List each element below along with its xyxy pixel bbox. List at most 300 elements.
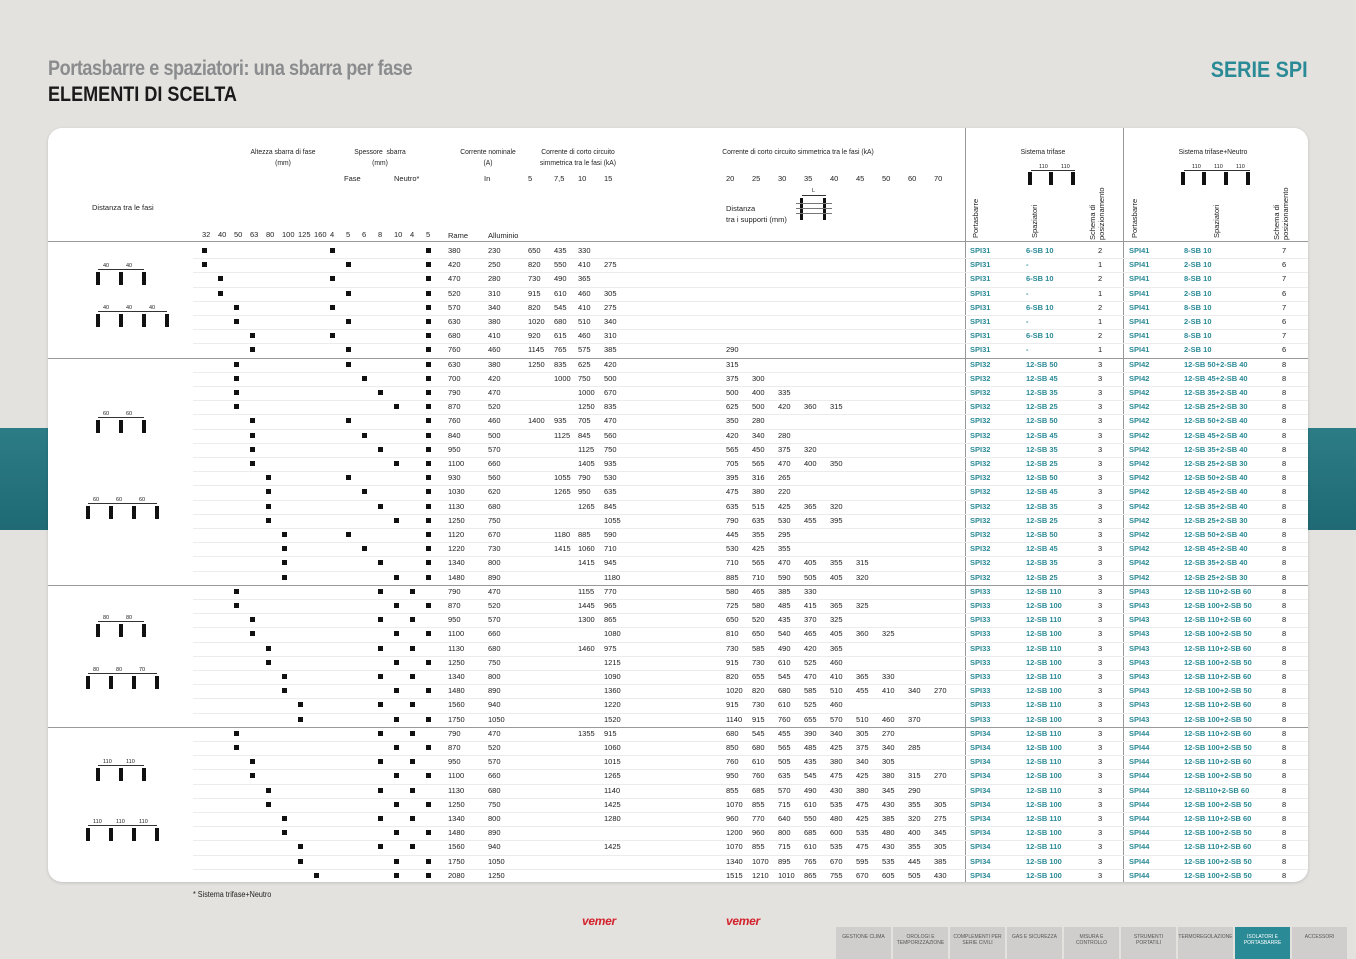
tab-strumenti-portatili[interactable]: STRUMENTI PORTATILI bbox=[1121, 927, 1176, 959]
table-row bbox=[48, 542, 1308, 556]
table-row bbox=[48, 272, 1308, 286]
cell-spaziatori-4: 12-SB 25+2-SB 30 bbox=[1184, 459, 1248, 468]
mark-altezza bbox=[250, 333, 255, 338]
header-schema-4: Schema di posizionamento bbox=[1272, 187, 1290, 240]
cell-cc: 365 bbox=[578, 274, 591, 284]
cell-schema-4: 8 bbox=[1282, 856, 1287, 866]
cell-sup: 305 bbox=[934, 842, 947, 852]
cell-portasbarre-3: SPI32 bbox=[970, 515, 991, 525]
tab-termoregolazione[interactable]: TERMOREGOLAZIONE bbox=[1178, 927, 1233, 959]
cell-spaziatori-4: 12-SB 110+2-SB 60 bbox=[1184, 643, 1252, 653]
mark-neutro bbox=[426, 319, 431, 324]
cell-sup: 320 bbox=[908, 814, 921, 823]
cell-portasbarre-3: SPI32 bbox=[970, 459, 991, 468]
cell-schema-3: 3 bbox=[1098, 757, 1103, 767]
cell-sup: 335 bbox=[778, 388, 791, 397]
vemer-logo-2: vemer bbox=[726, 914, 760, 928]
cell-sup: 680 bbox=[726, 728, 739, 738]
cell-cc: 1090 bbox=[604, 672, 621, 681]
table-row bbox=[48, 514, 1308, 528]
mark-neutro bbox=[410, 816, 415, 821]
mark-neutro bbox=[426, 262, 431, 267]
cell-spaziatori-3: 12-SB 110 bbox=[1026, 757, 1062, 767]
cell-alluminio: 460 bbox=[488, 416, 501, 426]
cell-sup: 760 bbox=[726, 757, 739, 767]
mark-altezza bbox=[282, 816, 287, 821]
cell-sup: 380 bbox=[830, 757, 843, 767]
cell-portasbarre-4: SPI43 bbox=[1129, 643, 1150, 653]
cell-schema-3: 3 bbox=[1098, 842, 1103, 852]
cell-schema-4: 8 bbox=[1282, 402, 1287, 412]
table-row bbox=[48, 414, 1308, 428]
cell-sup: 455 bbox=[804, 515, 817, 525]
cell-schema-3: 3 bbox=[1098, 643, 1103, 653]
table-row bbox=[48, 840, 1308, 854]
cell-cc: 920 bbox=[528, 331, 541, 341]
cell-schema-4: 8 bbox=[1282, 359, 1287, 369]
cell-alluminio: 1050 bbox=[488, 714, 505, 724]
cell-rame: 1130 bbox=[448, 643, 465, 653]
cell-schema-4: 6 bbox=[1282, 345, 1287, 355]
mark-fase bbox=[394, 603, 399, 608]
cell-rame: 680 bbox=[448, 331, 461, 341]
mark-altezza bbox=[282, 674, 287, 679]
cell-sup: 520 bbox=[752, 615, 765, 625]
cell-sup: 420 bbox=[778, 402, 791, 412]
cell-cc: 1415 bbox=[578, 558, 595, 568]
cell-portasbarre-4: SPI42 bbox=[1129, 416, 1150, 426]
cell-schema-3: 3 bbox=[1098, 686, 1103, 696]
cell-sup: 360 bbox=[856, 629, 869, 639]
cell-sup: 420 bbox=[726, 430, 739, 440]
cell-portasbarre-3: SPI33 bbox=[970, 601, 991, 610]
cell-cc: 705 bbox=[578, 416, 591, 426]
cell-rame: 1750 bbox=[448, 856, 465, 866]
cell-cc: 820 bbox=[528, 260, 541, 270]
cell-cc: 965 bbox=[604, 601, 617, 610]
mark-fase bbox=[394, 773, 399, 778]
mark-neutro bbox=[426, 631, 431, 636]
cell-schema-4: 8 bbox=[1282, 501, 1287, 511]
cell-portasbarre-3: SPI32 bbox=[970, 473, 991, 483]
mark-neutro bbox=[426, 546, 431, 551]
cell-schema-3: 3 bbox=[1098, 572, 1103, 582]
cell-schema-3: 3 bbox=[1098, 615, 1103, 625]
cell-sup: 325 bbox=[830, 615, 843, 625]
cell-rame: 1560 bbox=[448, 842, 465, 852]
mark-neutro bbox=[426, 461, 431, 466]
cell-spaziatori-3: 12-SB 45 bbox=[1026, 487, 1058, 497]
cell-schema-4: 8 bbox=[1282, 814, 1287, 823]
cell-sup: 355 bbox=[908, 799, 921, 809]
cell-rame: 630 bbox=[448, 317, 461, 326]
cell-schema-3: 3 bbox=[1098, 459, 1103, 468]
header-cc-supporti: Corrente di corto circuito simmetrica tra le fasi (kA) bbox=[722, 147, 874, 156]
table-row bbox=[48, 343, 1308, 357]
header-alluminio: Alluminio bbox=[488, 231, 519, 240]
table-row bbox=[48, 670, 1308, 684]
cell-alluminio: 800 bbox=[488, 558, 501, 568]
cell-schema-4: 8 bbox=[1282, 771, 1287, 781]
mark-altezza bbox=[282, 560, 287, 565]
cell-sup: 510 bbox=[856, 714, 869, 724]
cell-spaziatori-4: 12-SB 100+2-SB 50 bbox=[1184, 714, 1252, 724]
cell-schema-4: 8 bbox=[1282, 629, 1287, 639]
cell-schema-3: 3 bbox=[1098, 530, 1103, 539]
mark-fase bbox=[378, 759, 383, 764]
cell-rame: 520 bbox=[448, 288, 461, 298]
table-row bbox=[48, 244, 1308, 258]
cell-alluminio: 660 bbox=[488, 629, 501, 639]
cell-spaziatori-4: 12-SB 110+2-SB 60 bbox=[1184, 814, 1252, 823]
cell-sup: 765 bbox=[804, 856, 817, 866]
table-row bbox=[48, 755, 1308, 769]
cell-cc: 750 bbox=[604, 444, 617, 454]
mark-neutro bbox=[426, 475, 431, 480]
cell-cc: 1180 bbox=[554, 530, 571, 539]
cell-portasbarre-3: SPI32 bbox=[970, 388, 991, 397]
mark-fase bbox=[362, 546, 367, 551]
cell-spaziatori-3: 12-SB 110 bbox=[1026, 814, 1062, 823]
cell-sup: 405 bbox=[804, 558, 817, 568]
cell-portasbarre-3: SPI33 bbox=[970, 700, 991, 710]
cell-cc: 490 bbox=[554, 274, 567, 284]
cell-sup: 305 bbox=[882, 757, 895, 767]
cell-sup: 625 bbox=[726, 402, 739, 412]
cell-portasbarre-4: SPI42 bbox=[1129, 558, 1150, 568]
cell-sup: 800 bbox=[778, 828, 791, 838]
tick-sup: 30 bbox=[778, 174, 787, 183]
cell-spaziatori-3: 12-SB 100 bbox=[1026, 629, 1062, 639]
cell-sup: 505 bbox=[908, 870, 921, 880]
cell-sup: 270 bbox=[882, 728, 895, 738]
cell-alluminio: 470 bbox=[488, 388, 501, 397]
cell-cc: 560 bbox=[604, 430, 617, 440]
cell-sup: 855 bbox=[752, 799, 765, 809]
header-spessore: Spessore sbarra (mm) bbox=[354, 147, 406, 167]
cell-sup: 535 bbox=[830, 799, 843, 809]
mark-fase bbox=[378, 788, 383, 793]
table-row bbox=[48, 727, 1308, 741]
cell-spaziatori-3: 12-SB 50 bbox=[1026, 416, 1058, 426]
cell-sup: 570 bbox=[830, 714, 843, 724]
cell-sup: 770 bbox=[752, 814, 765, 823]
group-divider bbox=[48, 585, 1308, 586]
mark-fase bbox=[378, 617, 383, 622]
cell-sup: 325 bbox=[882, 629, 895, 639]
cell-sup: 640 bbox=[778, 814, 791, 823]
mark-neutro bbox=[426, 802, 431, 807]
mark-altezza bbox=[234, 305, 239, 310]
tab-accessori[interactable]: ACCESSORI bbox=[1292, 927, 1347, 959]
cell-spaziatori-3: 6-SB 10 bbox=[1026, 274, 1054, 284]
cell-portasbarre-4: SPI44 bbox=[1129, 814, 1150, 823]
mark-fase bbox=[394, 404, 399, 409]
cell-spaziatori-4: 12-SB 35+2-SB 40 bbox=[1184, 501, 1248, 511]
cell-sup: 430 bbox=[934, 870, 947, 880]
cell-sup: 755 bbox=[830, 870, 843, 880]
mark-fase bbox=[394, 717, 399, 722]
cell-spaziatori-4: 8-SB 10 bbox=[1184, 302, 1212, 312]
mark-altezza bbox=[250, 631, 255, 636]
cell-sup: 1515 bbox=[726, 870, 743, 880]
cell-sup: 565 bbox=[752, 459, 765, 468]
cell-alluminio: 380 bbox=[488, 359, 501, 369]
cell-schema-3: 3 bbox=[1098, 487, 1103, 497]
cell-sup: 505 bbox=[778, 757, 791, 767]
cell-schema-4: 8 bbox=[1282, 388, 1287, 397]
cell-portasbarre-4: SPI43 bbox=[1129, 629, 1150, 639]
cell-spaziatori-4: 12-SB 50+2-SB 40 bbox=[1184, 530, 1248, 539]
table-row bbox=[48, 713, 1308, 727]
cell-sup: 290 bbox=[726, 345, 739, 355]
cell-sup: 340 bbox=[882, 743, 895, 752]
mark-fase bbox=[378, 390, 383, 395]
table-row bbox=[48, 372, 1308, 386]
cell-sup: 445 bbox=[908, 856, 921, 866]
cell-schema-3: 1 bbox=[1098, 288, 1103, 298]
cell-alluminio: 230 bbox=[488, 246, 501, 255]
cell-sup: 420 bbox=[804, 643, 817, 653]
table-row bbox=[48, 500, 1308, 514]
cell-spaziatori-3: 12-SB 100 bbox=[1026, 657, 1062, 667]
cell-portasbarre-3: SPI33 bbox=[970, 586, 991, 596]
cell-sup: 220 bbox=[778, 487, 791, 497]
cell-portasbarre-4: SPI44 bbox=[1129, 842, 1150, 852]
cell-spaziatori-4: 12-SB 110+2-SB 60 bbox=[1184, 757, 1252, 767]
cell-schema-3: 3 bbox=[1098, 586, 1103, 596]
cell-alluminio: 1050 bbox=[488, 856, 505, 866]
cell-schema-3: 3 bbox=[1098, 359, 1103, 369]
cell-sup: 470 bbox=[778, 558, 791, 568]
cell-schema-3: 3 bbox=[1098, 629, 1103, 639]
cell-sup: 610 bbox=[752, 757, 765, 767]
cell-sup: 415 bbox=[804, 601, 817, 610]
cell-schema-3: 2 bbox=[1098, 302, 1103, 312]
cell-cc: 1460 bbox=[578, 643, 595, 653]
cell-spaziatori-3: 6-SB 10 bbox=[1026, 331, 1054, 341]
tab-gestione-clima[interactable]: GESTIONE CLIMA bbox=[836, 927, 891, 959]
cell-schema-4: 8 bbox=[1282, 430, 1287, 440]
cell-sup: 530 bbox=[778, 515, 791, 525]
tab-misura-e-controllo[interactable]: MISURA E CONTROLLO bbox=[1064, 927, 1119, 959]
vemer-logo: vemer bbox=[582, 914, 616, 928]
cell-sup: 385 bbox=[934, 856, 947, 866]
cell-cc: 1425 bbox=[604, 799, 621, 809]
table-row bbox=[48, 812, 1308, 826]
cell-sup: 850 bbox=[726, 743, 739, 752]
cell-sup: 610 bbox=[778, 657, 791, 667]
cell-portasbarre-4: SPI42 bbox=[1129, 501, 1150, 511]
cell-cc: 1250 bbox=[578, 402, 595, 412]
cell-alluminio: 620 bbox=[488, 487, 501, 497]
tab-orologi-e-temporizzazione[interactable]: OROLOGI E TEMPORIZZAZIONE bbox=[893, 927, 948, 959]
mark-altezza bbox=[282, 688, 287, 693]
cell-spaziatori-4: 12-SB 100+2-SB 50 bbox=[1184, 657, 1252, 667]
cell-sup: 315 bbox=[726, 359, 739, 369]
cell-alluminio: 500 bbox=[488, 430, 501, 440]
cell-spaziatori-4: 12-SB 35+2-SB 40 bbox=[1184, 444, 1248, 454]
cell-alluminio: 890 bbox=[488, 572, 501, 582]
cell-spaziatori-4: 12-SB 25+2-SB 30 bbox=[1184, 572, 1248, 582]
cell-portasbarre-4: SPI43 bbox=[1129, 601, 1150, 610]
cell-schema-4: 8 bbox=[1282, 515, 1287, 525]
cell-sup: 790 bbox=[726, 515, 739, 525]
cell-cc: 435 bbox=[554, 246, 567, 255]
mark-neutro bbox=[426, 518, 431, 523]
cell-portasbarre-3: SPI33 bbox=[970, 714, 991, 724]
group-divider bbox=[48, 358, 1308, 359]
footnote: * Sistema trifase+Neutro bbox=[193, 890, 272, 899]
cell-sup: 590 bbox=[778, 572, 791, 582]
mark-neutro bbox=[426, 532, 431, 537]
cell-cc: 915 bbox=[604, 728, 617, 738]
cell-sup: 610 bbox=[804, 799, 817, 809]
cell-schema-3: 3 bbox=[1098, 430, 1103, 440]
cell-spaziatori-3: 12-SB 100 bbox=[1026, 743, 1062, 752]
tick-fase: 10 bbox=[394, 230, 403, 239]
cell-spaziatori-3: 12-SB 25 bbox=[1026, 515, 1058, 525]
mark-neutro bbox=[426, 433, 431, 438]
mark-neutro bbox=[426, 504, 431, 509]
cell-cc: 545 bbox=[554, 302, 567, 312]
cell-sup: 370 bbox=[908, 714, 921, 724]
cell-sup: 375 bbox=[726, 373, 739, 383]
mark-fase bbox=[362, 489, 367, 494]
cell-cc: 1155 bbox=[578, 586, 595, 596]
cell-sup: 355 bbox=[908, 842, 921, 852]
cell-schema-4: 8 bbox=[1282, 615, 1287, 625]
cell-spaziatori-4: 12-SB 45+2-SB 40 bbox=[1184, 487, 1248, 497]
cell-sup: 565 bbox=[778, 743, 791, 752]
cell-schema-4: 7 bbox=[1282, 274, 1287, 284]
tab-isolatori-e-portasbarre[interactable]: ISOLATORI E PORTASBARRE bbox=[1235, 927, 1290, 959]
tick-altezza: 40 bbox=[218, 230, 227, 239]
cell-sup: 545 bbox=[778, 672, 791, 681]
mark-fase bbox=[330, 305, 335, 310]
cell-cc: 1445 bbox=[578, 601, 595, 610]
cell-sup: 450 bbox=[752, 444, 765, 454]
mark-altezza bbox=[266, 660, 271, 665]
mark-altezza bbox=[234, 376, 239, 381]
table-row bbox=[48, 627, 1308, 641]
cell-spaziatori-4: 12-SB 35+2-SB 40 bbox=[1184, 558, 1248, 568]
cell-sup: 1070 bbox=[752, 856, 769, 866]
cell-rame: 1480 bbox=[448, 572, 465, 582]
table-row bbox=[48, 642, 1308, 656]
cell-sup: 585 bbox=[752, 643, 765, 653]
mark-neutro bbox=[410, 788, 415, 793]
cell-sup: 685 bbox=[804, 828, 817, 838]
cell-spaziatori-3: 12-SB 50 bbox=[1026, 530, 1058, 539]
cell-sup: 670 bbox=[856, 870, 869, 880]
cell-schema-4: 7 bbox=[1282, 302, 1287, 312]
cell-schema-3: 3 bbox=[1098, 544, 1103, 554]
cell-sup: 855 bbox=[726, 785, 739, 795]
mark-fase bbox=[394, 575, 399, 580]
cell-cc: 680 bbox=[554, 317, 567, 326]
cell-cc: 1220 bbox=[604, 700, 621, 710]
cell-spaziatori-4: 12-SB 100+2-SB 50 bbox=[1184, 799, 1252, 809]
cell-spaziatori-3: 12-SB 100 bbox=[1026, 601, 1062, 610]
tab-complementi-per-serie-civili[interactable]: COMPLEMENTI PER SERIE CIVILI bbox=[950, 927, 1005, 959]
cell-sup: 635 bbox=[778, 771, 791, 781]
cell-cc: 710 bbox=[604, 544, 617, 554]
cell-rame: 790 bbox=[448, 728, 461, 738]
mark-fase bbox=[330, 276, 335, 281]
mark-altezza bbox=[282, 532, 287, 537]
cell-sup: 365 bbox=[856, 672, 869, 681]
cell-cc: 1280 bbox=[604, 814, 621, 823]
tick-fase: 6 bbox=[362, 230, 367, 239]
cell-sup: 355 bbox=[778, 544, 791, 554]
cell-cc: 460 bbox=[578, 331, 591, 341]
cell-sup: 490 bbox=[778, 643, 791, 653]
cell-sup: 535 bbox=[856, 828, 869, 838]
mark-neutro bbox=[426, 305, 431, 310]
cell-sup: 475 bbox=[726, 487, 739, 497]
header-spaziatori-4: Spaziatori bbox=[1212, 204, 1221, 238]
tick-sup: 20 bbox=[726, 174, 735, 183]
table-row bbox=[48, 698, 1308, 712]
table-row bbox=[48, 826, 1308, 840]
mark-altezza bbox=[298, 717, 303, 722]
cell-sup: 290 bbox=[908, 785, 921, 795]
cell-sup: 565 bbox=[752, 558, 765, 568]
cell-cc: 1080 bbox=[604, 629, 621, 639]
cell-schema-4: 8 bbox=[1282, 586, 1287, 596]
cell-rame: 1100 bbox=[448, 459, 465, 468]
cell-cc: 1180 bbox=[604, 572, 621, 582]
cell-cc: 410 bbox=[578, 302, 591, 312]
cell-spaziatori-4: 12-SB 45+2-SB 40 bbox=[1184, 373, 1248, 383]
cell-schema-4: 8 bbox=[1282, 714, 1287, 724]
table-row bbox=[48, 485, 1308, 499]
cell-sup: 1210 bbox=[752, 870, 769, 880]
tick-sup: 70 bbox=[934, 174, 943, 183]
cell-cc: 730 bbox=[528, 274, 541, 284]
cell-portasbarre-3: SPI34 bbox=[970, 728, 991, 738]
tick-cc: 10 bbox=[578, 174, 587, 183]
cell-portasbarre-4: SPI41 bbox=[1129, 246, 1150, 255]
cell-portasbarre-4: SPI43 bbox=[1129, 586, 1150, 596]
cell-cc: 275 bbox=[604, 302, 617, 312]
cell-schema-4: 8 bbox=[1282, 728, 1287, 738]
cell-alluminio: 250 bbox=[488, 260, 501, 270]
tick-cc: 7,5 bbox=[554, 174, 565, 183]
cell-rame: 870 bbox=[448, 743, 461, 752]
cell-portasbarre-4: SPI42 bbox=[1129, 359, 1150, 369]
cell-schema-3: 3 bbox=[1098, 444, 1103, 454]
mark-altezza bbox=[266, 518, 271, 523]
mark-altezza bbox=[298, 844, 303, 849]
cell-schema-4: 8 bbox=[1282, 444, 1287, 454]
cell-rame: 2080 bbox=[448, 870, 465, 880]
tab-gas-e-sicurezza[interactable]: GAS E SICUREZZA bbox=[1007, 927, 1062, 959]
mark-fase bbox=[346, 291, 351, 296]
cell-portasbarre-4: SPI43 bbox=[1129, 615, 1150, 625]
table-row bbox=[48, 287, 1308, 301]
mark-altezza bbox=[314, 873, 319, 878]
cell-schema-4: 8 bbox=[1282, 743, 1287, 752]
cell-schema-4: 8 bbox=[1282, 870, 1287, 880]
cell-rame: 1130 bbox=[448, 501, 465, 511]
cell-cc: 385 bbox=[604, 345, 617, 355]
cell-rame: 1340 bbox=[448, 672, 465, 681]
cell-portasbarre-3: SPI32 bbox=[970, 444, 991, 454]
cell-spaziatori-3: 12-SB 100 bbox=[1026, 870, 1062, 880]
table-row bbox=[48, 471, 1308, 485]
